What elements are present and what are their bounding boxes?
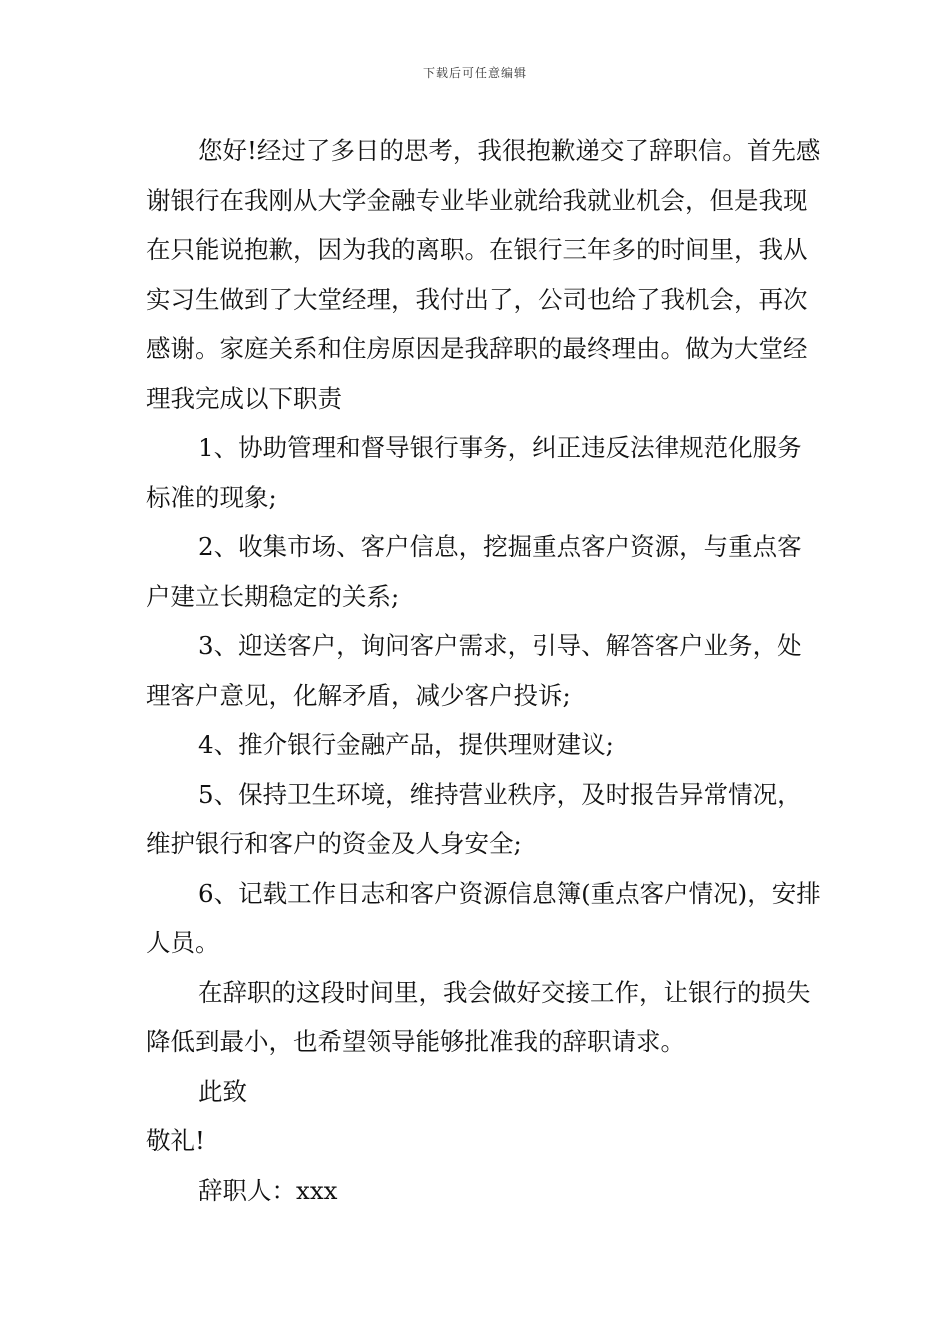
closing-paragraph: 在辞职的这段时间里，我会做好交接工作，让银行的损失降低到最小，也希望领导能够批准我的辞职请求。 bbox=[146, 977, 811, 1056]
salutation-line-2: 敬礼! bbox=[146, 1126, 205, 1155]
letter-body bbox=[146, 126, 826, 1215]
intro-paragraph: 您好!经过了多日的思考，我很抱歉递交了辞职信。首先感谢银行在我刚从大学金融专业毕业就给我就业机会，但是我现在只能说抱歉，因为我的离职。在银行三年多的时间里，我从实习生做到了大堂经理，我付出了，公司也给了我机会，再次感谢。家庭关系和住房原因是我辞职的最终理由。做为大堂经理我完成以下职责 bbox=[146, 136, 821, 413]
duty-item-3: 3、迎送客户，询问客户需求，引导、解答客户业务，处理客户意见，化解矛盾，减少客户投诉; bbox=[146, 631, 802, 710]
salutation-line-1: 此致 bbox=[198, 1076, 247, 1106]
duty-item-4: 4、推介银行金融产品，提供理财建议; bbox=[198, 730, 614, 759]
duty-item-5: 5、保持卫生环境，维持营业秩序，及时报告异常情况，维护银行和客户的资金及人身安全; bbox=[146, 779, 802, 858]
duty-item-1: 1、协助管理和督导银行事务，纠正违反法律规范化服务标准的现象; bbox=[146, 433, 802, 512]
duty-item-6: 6、记载工作日志和客户资源信息簿(重点客户情况)，安排人员。 bbox=[146, 878, 821, 957]
signature-line: 辞职人：xxx bbox=[198, 1175, 338, 1205]
page-header: 下载后可任意编辑 bbox=[422, 66, 527, 80]
duty-item-2: 2、收集市场、客户信息，挖掘重点客户资源，与重点客户建立长期稳定的关系; bbox=[146, 532, 802, 611]
